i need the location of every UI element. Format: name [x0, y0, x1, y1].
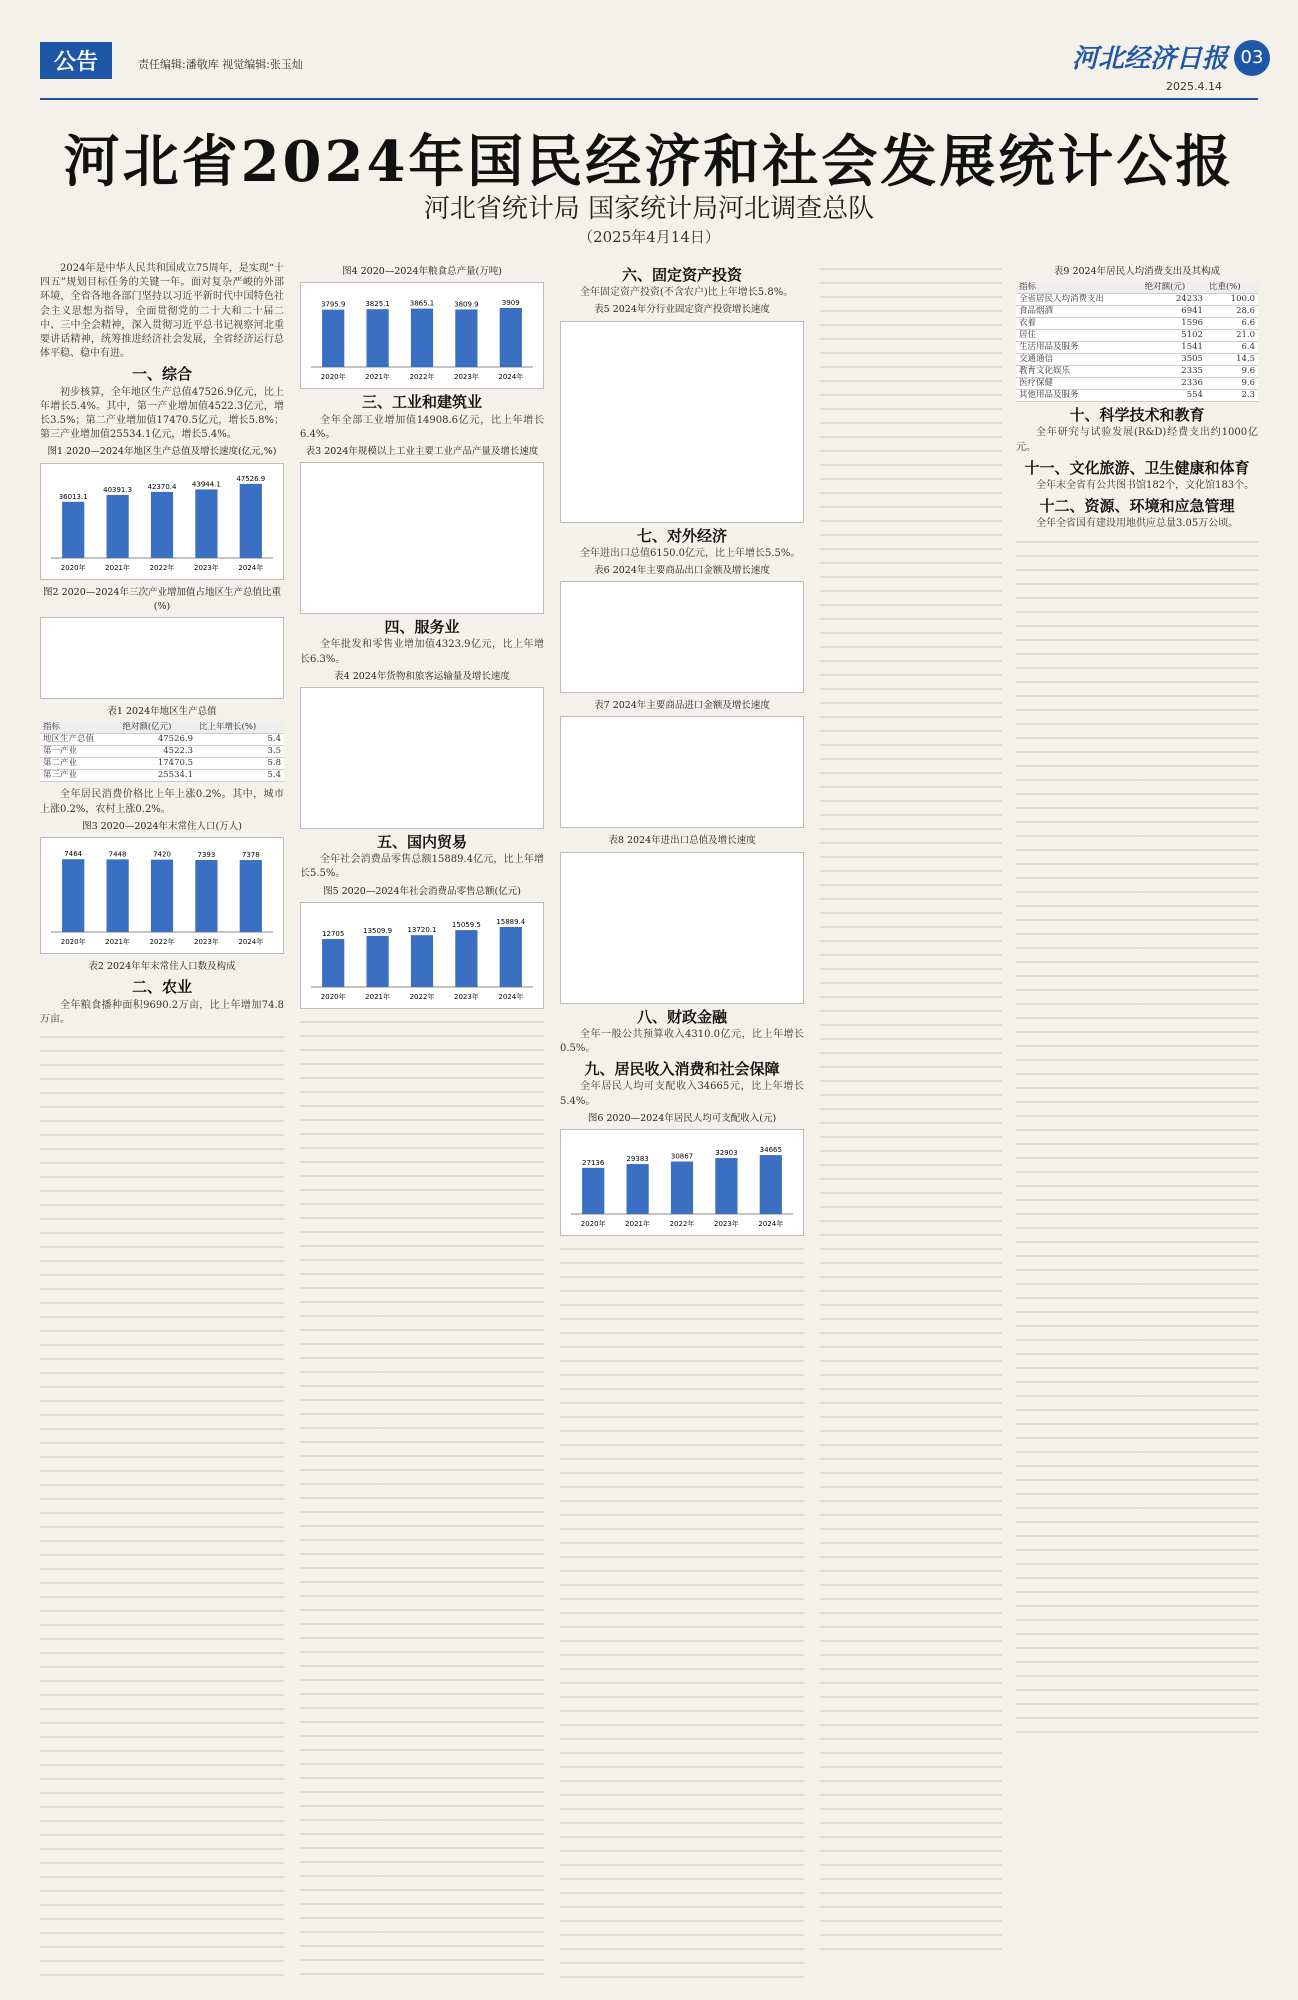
tick-label: 2020年: [60, 938, 86, 947]
table-cell: 6.4: [1206, 342, 1258, 354]
table-row: [40, 758, 284, 770]
table-row: [1016, 342, 1258, 354]
tick-label: 2022年: [149, 563, 175, 572]
paragraph: 全年全省国有建设用地供应总量3.05万公顷。: [1036, 518, 1239, 530]
figure-caption: 图2 2020—2024年三次产业增加值占地区生产总值比重(%): [43, 586, 281, 613]
chart-bar: [322, 939, 344, 987]
paragraph: 全年全部工业增加值14908.6亿元，比上年增长6.4%。: [300, 414, 544, 440]
table-cell: 其他用品及服务: [1016, 390, 1142, 402]
column-3b: [820, 262, 1002, 1984]
chart-bar: [455, 930, 477, 987]
issue-date: （2025年4月14日）: [578, 228, 720, 246]
table-caption: 表6 2024年主要商品出口金额及增长速度: [594, 565, 770, 577]
page-number-badge: 03: [1234, 40, 1270, 76]
table-cell: 5102: [1142, 330, 1206, 342]
tick-label: 2020年: [320, 373, 346, 382]
body-text-block: [40, 1030, 284, 1984]
header-rule: [40, 98, 1258, 100]
figure-caption: 图3 2020—2024年末常住人口(万人): [82, 820, 242, 832]
data-label: 47526.9: [236, 474, 266, 483]
import-table: [560, 716, 804, 828]
table-cell: 17470.5: [119, 758, 196, 770]
table-cell: 5.8: [196, 758, 284, 770]
data-label: 7378: [241, 851, 260, 860]
table-row: [1016, 354, 1258, 366]
chart-bar: [500, 927, 522, 987]
data-label: 3795.9: [320, 300, 346, 309]
tick-label: 2021年: [105, 563, 131, 572]
chart-bar: [62, 501, 84, 557]
table-cell: 21.0: [1206, 330, 1258, 342]
table-caption: 表4 2024年货物和旅客运输量及增长速度: [334, 670, 510, 682]
chart-bar: [411, 935, 433, 987]
table-cell: 1541: [1142, 342, 1206, 354]
data-label: 13720.1: [407, 926, 437, 935]
population-bar-chart: [41, 838, 283, 948]
retail-chart: [300, 902, 544, 1009]
table-cell: 28.6: [1206, 306, 1258, 318]
tick-label: 2020年: [580, 1220, 606, 1229]
intro-paragraph: 2024年是中华人民共和国成立75周年，是实现“十四五”规划目标任务的关键一年。面对复杂严峻的外部环境，全省各地各部门坚持以习近平新时代中国特色社会主义思想为指导，全面贯彻党的二十大和二十届二中、三中全会精神，深入贯彻习近平总书记视察河北重要讲话精神，统筹推进经济社会发展，全省经济运行总体平稳、稳中有进。: [40, 263, 284, 360]
table-cell: 47526.9: [119, 734, 196, 746]
table-cell: 第一产业: [40, 746, 119, 758]
chart-bar: [760, 1155, 782, 1214]
tick-label: 2023年: [713, 1220, 739, 1229]
section-heading: 七、对外经济: [636, 526, 727, 545]
table-cell: 554: [1142, 390, 1206, 402]
gdp-chart: [40, 463, 284, 580]
table-cell: 9.6: [1206, 366, 1258, 378]
industrial-products-table: [300, 462, 544, 614]
tick-label: 2023年: [193, 563, 219, 572]
chart-bar: [151, 492, 173, 558]
table-row: [1016, 318, 1258, 330]
chart-bar: [195, 489, 217, 558]
chart-bar: [240, 483, 262, 557]
tick-label: 2020年: [60, 563, 86, 572]
paragraph: 全年固定资产投资(不含农户)比上年增长5.8%。: [580, 287, 794, 299]
column-4: [1016, 262, 1258, 1984]
export-table: [560, 581, 804, 693]
gdp-bar-chart: [41, 464, 283, 574]
chart-bar: [627, 1164, 649, 1214]
table-caption: 表2 2024年年末常住人口数及构成: [88, 961, 236, 973]
chart-bar: [195, 860, 217, 932]
tick-label: 2024年: [498, 992, 524, 1001]
section-tag: 公告: [40, 42, 112, 79]
transport-table: [300, 687, 544, 829]
data-label: 30867: [670, 1152, 694, 1161]
section-heading: 一、综合: [131, 365, 192, 384]
chart-bar: [107, 495, 129, 558]
table-caption: 表7 2024年主要商品进口金额及增长速度: [594, 700, 770, 712]
data-label: 15059.5: [451, 920, 481, 929]
table-cell: 14.5: [1206, 354, 1258, 366]
data-label: 7448: [108, 850, 127, 859]
tick-label: 2024年: [758, 1220, 784, 1229]
figure-caption: 图4 2020—2024年粮食总产量(万吨): [342, 266, 502, 277]
table-header: 绝对额(元): [1142, 282, 1206, 294]
table-cell: 2335: [1142, 366, 1206, 378]
masthead: [0, 0, 1298, 93]
table-cell: 教育文化娱乐: [1016, 366, 1142, 378]
data-label: 32903: [715, 1149, 738, 1158]
paragraph: 全年进出口总值6150.0亿元，比上年增长5.5%。: [580, 547, 801, 559]
consumption-table: [1016, 282, 1258, 402]
chart-bar: [367, 309, 389, 367]
income-chart: [560, 1129, 804, 1236]
section-heading: 十二、资源、环境和应急管理: [1039, 497, 1235, 516]
table-cell: 全省居民人均消费支出: [1016, 294, 1142, 306]
table-cell: 地区生产总值: [40, 734, 119, 746]
table-row: [40, 746, 284, 758]
section-heading: 六、固定资产投资: [621, 266, 742, 284]
tick-label: 2023年: [453, 992, 479, 1001]
table-row: [40, 770, 284, 782]
column-1: [40, 262, 284, 1984]
table-cell: 3505: [1142, 354, 1206, 366]
data-label: 3825.1: [365, 300, 390, 309]
table-cell: 衣着: [1016, 318, 1142, 330]
body-text-block: [820, 262, 1002, 1962]
table-cell: 6.6: [1206, 318, 1258, 330]
chart-bar: [62, 859, 84, 932]
grain-chart: [300, 282, 544, 389]
paragraph: 全年批发和零售业增加值4323.9亿元，比上年增长6.3%。: [300, 639, 544, 665]
table-caption: 表9 2024年居民人均消费支出及其构成: [1053, 266, 1221, 277]
table-cell: 第三产业: [40, 770, 119, 782]
table-row: [1016, 330, 1258, 342]
table-row: [1016, 366, 1258, 378]
data-label: 7464: [64, 850, 83, 859]
table-caption: 表1 2024年地区生产总值: [107, 706, 217, 718]
table-cell: 1596: [1142, 318, 1206, 330]
data-label: 12705: [322, 929, 345, 938]
tick-label: 2020年: [320, 992, 346, 1001]
table-cell: 2.3: [1206, 390, 1258, 402]
paragraph: 全年一般公共预算收入4310.0亿元，比上年增长0.5%。: [560, 1028, 804, 1055]
tick-label: 2022年: [409, 373, 435, 382]
table-header: 比上年增长(%): [196, 722, 284, 734]
section-heading: 九、居民收入消费和社会保障: [584, 1060, 780, 1079]
population-chart: [40, 837, 284, 954]
issue-date-top: 2025.4.14: [1166, 80, 1222, 93]
paragraph: 全年居民消费价格比上年上涨0.2%。其中，城市上涨0.2%，农村上涨0.2%。: [40, 789, 284, 815]
chart-bar: [582, 1168, 604, 1214]
table-cell: 9.6: [1206, 378, 1258, 390]
table-cell: 4522.3: [119, 746, 196, 758]
table-cell: 居住: [1016, 330, 1142, 342]
table-cell: 第二产业: [40, 758, 119, 770]
grain-bar-chart: [301, 283, 543, 383]
newspaper-logo: 河北经济日报: [1071, 44, 1228, 74]
paragraph: 全年研究与试验发展(R&D)经费支出约1000亿元。: [1016, 427, 1258, 453]
chart-bar: [322, 310, 344, 367]
table-cell: 25534.1: [119, 770, 196, 782]
section-heading: 十、科学技术和教育: [1069, 406, 1205, 425]
figure-caption: 图6 2020—2024年居民人均可支配收入(元): [587, 1112, 777, 1124]
table-cell: 2336: [1142, 378, 1206, 390]
tick-label: 2022年: [149, 938, 175, 947]
tick-label: 2021年: [105, 938, 131, 947]
body-text-block: [300, 1015, 544, 1984]
body-text-block: [1016, 535, 1258, 1735]
table-cell: 食品烟酒: [1016, 306, 1142, 318]
industry-share-chart: [40, 617, 284, 699]
table-row: [1016, 306, 1258, 318]
data-label: 36013.1: [58, 492, 88, 501]
table-cell: 生活用品及服务: [1016, 342, 1142, 354]
table-cell: 100.0: [1206, 294, 1258, 306]
tick-label: 2023年: [193, 938, 219, 947]
table-header: 指标: [1016, 282, 1142, 294]
section-heading: 二、农业: [131, 978, 192, 997]
table-cell: 3.5: [196, 746, 284, 758]
chart-bar: [671, 1162, 693, 1214]
tick-label: 2021年: [625, 1220, 651, 1229]
issuers-line: 河北省统计局 国家统计局河北调查总队: [423, 194, 875, 224]
chart-bar: [500, 308, 522, 367]
figure-caption: 图1 2020—2024年地区生产总值及增长速度(亿元,%): [47, 446, 277, 458]
tick-label: 2023年: [453, 373, 479, 382]
table-cell: 6941: [1142, 306, 1206, 318]
chart-bar: [107, 859, 129, 932]
tick-label: 2024年: [498, 373, 524, 382]
chart-bar: [151, 860, 173, 932]
table-row: [40, 734, 284, 746]
income-bar-chart: [561, 1130, 803, 1230]
retail-bar-chart: [301, 903, 543, 1003]
table-caption: 表3 2024年规模以上工业主要工业产品产量及增长速度: [305, 446, 539, 458]
table-cell: 5.4: [196, 770, 284, 782]
section-heading: 八、财政金融: [636, 1007, 727, 1026]
data-label: 7393: [197, 850, 216, 859]
trade-table: [560, 852, 804, 1004]
tick-label: 2021年: [365, 992, 391, 1001]
paragraph: 初步核算，全年地区生产总值47526.9亿元，比上年增长5.4%。其中，第一产业增加值4522.3亿元，增长3.5%；第二产业增加值17470.5亿元，增长5.8%；第三产业增加值25534.1亿元，增长5.4%。: [40, 386, 284, 441]
tick-label: 2024年: [238, 563, 264, 572]
data-label: 3809.9: [454, 300, 479, 309]
table-cell: 24233: [1142, 294, 1206, 306]
table-cell: 医疗保健: [1016, 378, 1142, 390]
paragraph: 全年社会消费品零售总额15889.4亿元，比上年增长5.5%。: [300, 854, 544, 880]
chart-bar: [240, 860, 262, 932]
table-caption: 表5 2024年分行业固定资产投资增长速度: [594, 304, 770, 316]
data-label: 7420: [153, 850, 171, 859]
data-label: 3865.1: [409, 299, 435, 308]
data-label: 15889.4: [496, 917, 526, 926]
chart-bar: [455, 310, 477, 368]
chart-bar: [367, 936, 389, 987]
data-label: 34665: [759, 1146, 782, 1155]
table-row: [1016, 390, 1258, 402]
data-label: 29383: [626, 1155, 649, 1164]
paragraph: 全年末全省有公共图书馆182个，文化馆183个。: [1036, 480, 1255, 492]
section-heading: 十一、文化旅游、卫生健康和体育: [1024, 458, 1250, 477]
data-label: 27136: [582, 1158, 605, 1167]
column-2: [300, 262, 544, 1984]
section-heading: 四、服务业: [384, 618, 460, 637]
section-heading: 五、国内贸易: [376, 833, 467, 852]
body-text-block: [560, 1242, 804, 1984]
chart-bar: [411, 309, 433, 367]
paragraph: 全年粮食播种面积9690.2万亩，比上年增加74.8万亩。: [40, 999, 284, 1025]
page-title: 河北省2024年国民经济和社会发展统计公报: [63, 129, 1235, 195]
section-heading: 三、工业和建筑业: [361, 393, 482, 412]
column-3: [560, 262, 804, 1984]
table-header: 指标: [40, 722, 119, 734]
table-header: 比重(%): [1206, 282, 1258, 294]
chart-bar: [715, 1158, 737, 1214]
figure-caption: 图5 2020—2024年社会消费品零售总额(亿元): [323, 885, 521, 897]
gdp-table: [40, 722, 284, 782]
editors-line: 责任编辑:潘敬库 视觉编辑:张玉灿: [138, 58, 303, 71]
tick-label: 2024年: [238, 938, 264, 947]
table-row: [1016, 378, 1258, 390]
table-header: 绝对额(亿元): [119, 722, 196, 734]
paragraph: 全年居民人均可支配收入34665元，比上年增长5.4%。: [560, 1081, 804, 1107]
investment-table: [560, 321, 804, 523]
data-label: 43944.1: [191, 480, 221, 489]
table-row: [1016, 294, 1258, 306]
data-label: 13509.9: [363, 926, 393, 935]
data-label: 3909: [501, 299, 520, 308]
tick-label: 2022年: [409, 992, 435, 1001]
table-caption: 表8 2024年进出口总值及增长速度: [608, 835, 756, 847]
data-label: 42370.4: [147, 482, 177, 491]
data-label: 40391.3: [103, 485, 133, 494]
tick-label: 2022年: [669, 1220, 695, 1229]
tick-label: 2021年: [365, 373, 391, 382]
table-cell: 交通通信: [1016, 354, 1142, 366]
table-cell: 5.4: [196, 734, 284, 746]
